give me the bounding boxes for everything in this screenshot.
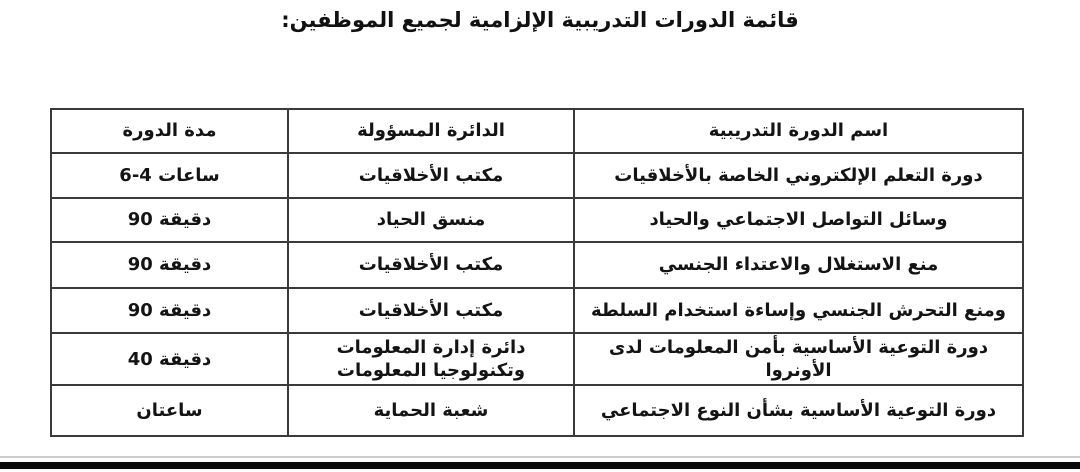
duration-cell: 90 دقيقة — [51, 198, 288, 242]
table-row — [51, 198, 1023, 242]
header-responsible-department: الدائرة المسؤولة — [288, 109, 574, 153]
course-name-cell: دورة التوعية الأساسية بشأن النوع الاجتماعي — [574, 385, 1023, 436]
header-course-name: اسم الدورة التدريبية — [574, 109, 1023, 153]
duration-cell: 90 دقيقة — [51, 288, 288, 333]
department-cell: منسق الحياد — [288, 198, 574, 242]
table-row — [51, 288, 1023, 333]
duration-cell: 90 دقيقة — [51, 242, 288, 288]
duration-cell: 6-4 ساعات — [51, 153, 288, 198]
duration-cell: 40 دقيقة — [51, 333, 288, 385]
page-title: قائمة الدورات التدريبية الإلزامية لجميع الموظفين: — [281, 8, 799, 32]
table-row — [51, 385, 1023, 436]
course-name-cell: دورة التعلم الإلكتروني الخاصة بالأخلاقيات — [574, 153, 1023, 198]
course-name-cell: وسائل التواصل الاجتماعي والحياد — [574, 198, 1023, 242]
department-cell: مكتب الأخلاقيات — [288, 153, 574, 198]
separator-line — [0, 456, 1080, 458]
course-name-cell: ومنع التحرش الجنسي وإساءة استخدام السلطة — [574, 288, 1023, 333]
duration-cell: ساعتان — [51, 385, 288, 436]
department-cell: دائرة إدارة المعلومات وتكنولوجيا المعلومات — [288, 333, 574, 385]
department-cell: مكتب الأخلاقيات — [288, 288, 574, 333]
table-header-row — [51, 109, 1023, 153]
header-course-duration: مدة الدورة — [51, 109, 288, 153]
bottom-edge-bar — [0, 462, 1080, 469]
table-row — [51, 333, 1023, 385]
department-cell: شعبة الحماية — [288, 385, 574, 436]
table-row — [51, 242, 1023, 288]
course-name-cell: منع الاستغلال والاعتداء الجنسي — [574, 242, 1023, 288]
course-name-cell: دورة التوعية الأساسية بأمن المعلومات لدى الأونروا — [574, 333, 1023, 385]
department-cell: مكتب الأخلاقيات — [288, 242, 574, 288]
training-courses-table — [50, 108, 1024, 437]
table-row — [51, 153, 1023, 198]
